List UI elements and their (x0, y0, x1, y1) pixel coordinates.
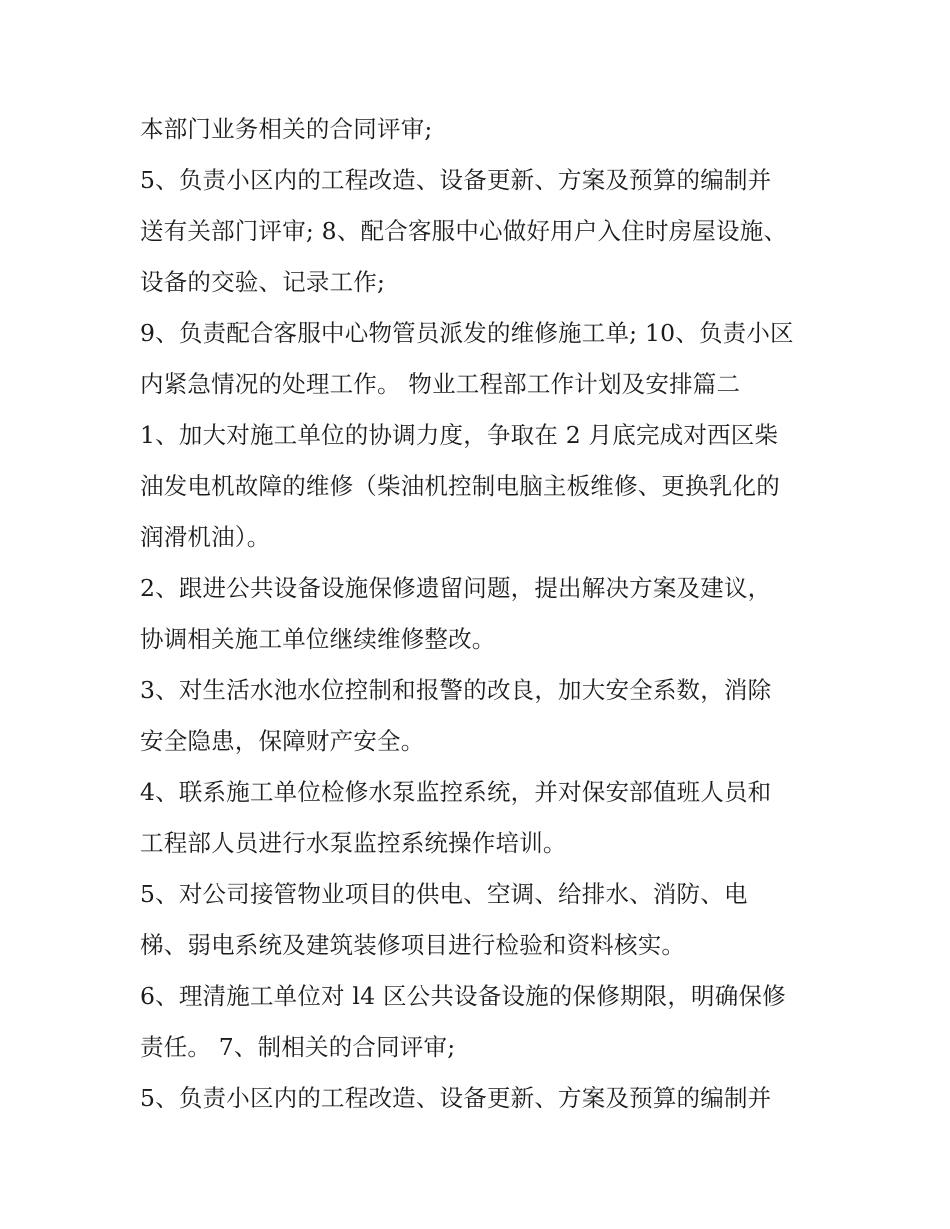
text-line-11: 协调相关施工单位继续维修整改。 (140, 625, 496, 653)
text-line-8: 油发电机故障的维修（柴油机控制电脑主板维修、更换乳化的 (140, 472, 780, 500)
text-line-2: 5、负责小区内的工程改造、设备更新、方案及预算的编制并 (140, 166, 772, 194)
text-line-20: 5、负责小区内的工程改造、设备更新、方案及预算的编制并 (140, 1084, 772, 1112)
text-line-3: 送有关部门评审; 8、配合客服中心做好用户入住时房屋设施、 (140, 217, 788, 245)
text-line-5: 9、负责配合客服中心物管员派发的维修施工单; 10、负责小区 (140, 319, 794, 347)
text-line-12: 3、对生活水池水位控制和报警的改良，加大安全系数，消除 (140, 676, 772, 704)
text-line-16: 5、对公司接管物业项目的供电、空调、给排水、消防、电 (140, 880, 748, 908)
text-line-7: 1、加大对施工单位的协调力度，争取在 2 月底完成对西区柴 (140, 421, 779, 449)
text-line-15: 工程部人员进行水泵监控系统操作培训。 (140, 829, 567, 857)
text-line-13: 安全隐患，保障财产安全。 (140, 727, 425, 755)
text-line-9: 润滑机油）。 (140, 523, 271, 551)
text-line-10: 2、跟进公共设备设施保修遗留问题，提出解决方案及建议， (140, 574, 772, 602)
text-line-14: 4、联系施工单位检修水泵监控系统，并对保安部值班人员和 (140, 778, 772, 806)
text-line-6: 内紧急情况的处理工作。 物业工程部工作计划及安排篇二 (140, 370, 741, 398)
text-line-17: 梯、弱电系统及建筑装修项目进行检验和资料核实。 (140, 931, 686, 959)
body-text (140, 104, 830, 1124)
text-line-1: 本部门业务相关的合同评审; (140, 115, 433, 143)
text-line-4: 设备的交验、记录工作; (140, 268, 386, 296)
text-line-19: 责任。 7、制相关的合同评审; (140, 1033, 456, 1061)
text-line-18: 6、理清施工单位对 l4 区公共设备设施的保修期限，明确保修 (140, 982, 786, 1010)
